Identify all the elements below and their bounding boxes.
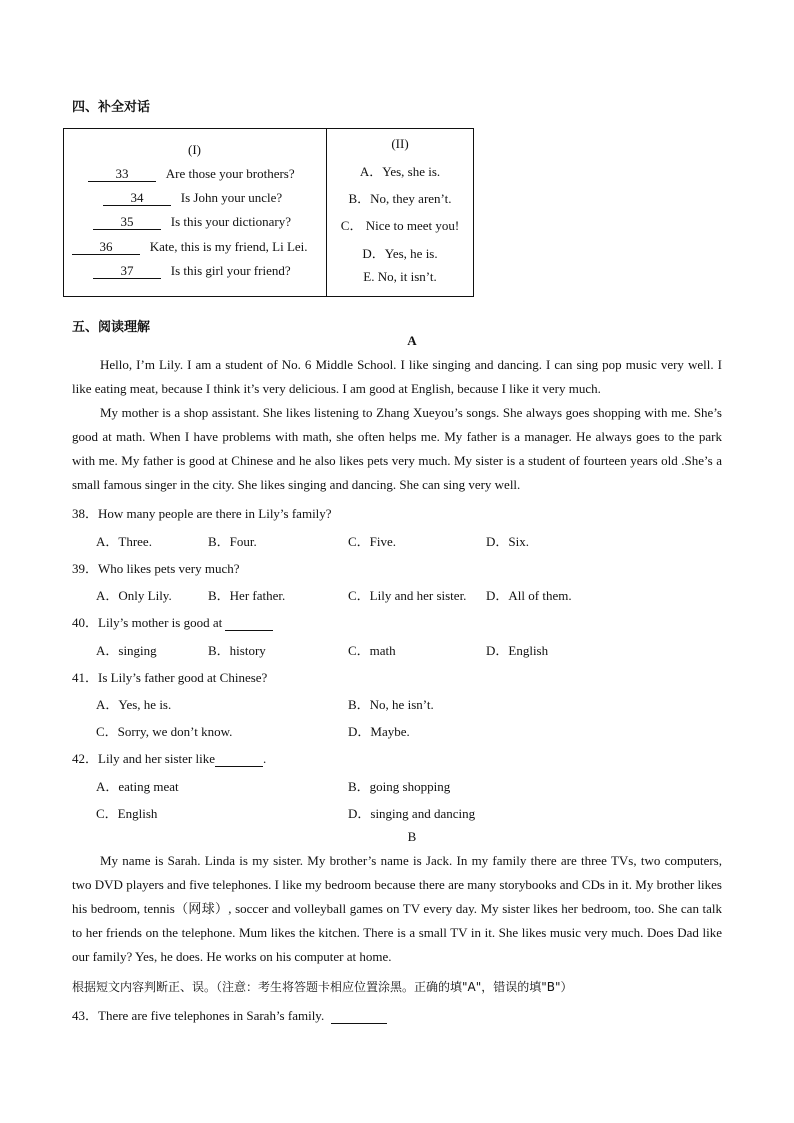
passage-a-label: A — [407, 333, 417, 348]
section-4-title: 四、补全对话 — [72, 100, 151, 115]
section-5-title: 五、阅读理解 — [72, 320, 151, 335]
q38-option-b[interactable]: B．Four. — [208, 534, 257, 549]
dialogue-row — [103, 190, 282, 206]
option-e: E. No, it isn’t. — [363, 269, 437, 284]
question-39: 39．Who likes pets very much? — [72, 561, 240, 576]
answer-blank-33[interactable]: 33 — [88, 167, 156, 182]
q38-option-a[interactable]: A．Three. — [96, 534, 152, 549]
q40-option-b[interactable]: B．history — [208, 643, 266, 658]
q38-option-d[interactable]: D．Six. — [486, 534, 529, 549]
table-col1-header: (I) — [188, 142, 201, 157]
answer-blank-37[interactable]: 37 — [93, 264, 161, 279]
option-a: A．Yes, she is. — [359, 164, 441, 179]
paragraph-text: Hello, I’m Lily. I am a student of No. 6 Middle School. I like singing and dancing. I can sing pop music very well. I like eating meat, because I think it’s very delicious. I am good at English, because I like it very much. — [72, 357, 722, 396]
question-40 — [72, 612, 273, 631]
question-43 — [72, 1005, 387, 1024]
dialogue-line: Is this your dictionary? — [170, 214, 291, 229]
option-b: B．No, they aren’t. — [348, 191, 452, 206]
q42-option-a[interactable]: A．eating meat — [96, 779, 179, 794]
true-false-instruction: 根据短文内容判断正、误。（注意：考生将答题卡相应位置涂黑。正确的填"A"，错误的填"B"） — [72, 980, 573, 994]
dialogue-row — [93, 263, 291, 279]
q41-option-b[interactable]: B．No, he isn’t. — [348, 697, 434, 712]
table-col2-header: (II) — [391, 136, 409, 151]
option-c: C． Nice to meet you! — [340, 218, 460, 233]
q39-option-c[interactable]: C．Lily and her sister. — [348, 588, 467, 603]
q40-option-a[interactable]: A．singing — [96, 643, 157, 658]
q39-option-b[interactable]: B．Her father. — [208, 588, 286, 603]
paragraph-text: My name is Sarah. Linda is my sister. My brother’s name is Jack. In my family there are three TVs, two computers, two DVD players and five telephones. I like my bedroom because there are many storybooks and CDs in it. My brother likes his bedroom, tennis（网球）, soccer and volleyball games on TV every day. My sister likes her bedroom, too. She can talk to her friends on the telephone. Mum likes the kitchen. There is a small TV in it. She likes music very much. Does Dad like our family? Yes, he does. He works on his computer at home. — [72, 853, 722, 964]
q38-option-c[interactable]: C．Five. — [348, 534, 397, 549]
answer-blank-34[interactable]: 34 — [103, 191, 171, 206]
question-42 — [72, 748, 266, 767]
dialogue-line: Is John your uncle? — [180, 190, 283, 205]
question-38: 38．How many people are there in Lily’s family? — [72, 506, 332, 521]
q42-answer-blank[interactable] — [215, 752, 263, 767]
dialogue-row — [72, 239, 308, 255]
q40-option-c[interactable]: C．math — [348, 643, 396, 658]
answer-blank-36[interactable]: 36 — [72, 240, 140, 255]
question-stem: 43．There are five telephones in Sarah’s family. — [72, 1008, 325, 1023]
q40-answer-blank[interactable] — [225, 616, 273, 631]
paragraph-text: My mother is a shop assistant. She likes listening to Zhang Xueyou’s songs. She always goes shopping with me. She’s good at math. When I have problems with math, she often helps me. My father is a manager. He always goes to the park with me. My father is good at Chinese and he also likes pets very much. My sister is a student of fourteen years old .She’s a small famous singer in the city. She likes singing and dancing. She can sing very well. — [72, 405, 722, 492]
q41-option-a[interactable]: A．Yes, he is. — [96, 697, 172, 712]
question-41: 41．Is Lily’s father good at Chinese? — [72, 670, 268, 685]
passage-b-label: B — [407, 829, 417, 844]
q41-option-d[interactable]: D．Maybe. — [348, 724, 410, 739]
option-d: D．Yes, he is. — [362, 246, 438, 261]
passage-a-paragraph-1 — [72, 353, 722, 401]
question-stem: 42．Lily and her sister like — [72, 751, 215, 766]
dialogue-row — [88, 166, 295, 182]
question-tail: . — [262, 751, 267, 766]
question-stem: 40．Lily’s mother is good at — [72, 615, 223, 630]
q39-option-d[interactable]: D．All of them. — [486, 588, 572, 603]
dialogue-line: Is this girl your friend? — [170, 263, 291, 278]
q42-option-d[interactable]: D．singing and dancing — [348, 806, 476, 821]
q41-option-c[interactable]: C．Sorry, we don’t know. — [96, 724, 233, 739]
dialogue-line: Kate, this is my friend, Li Lei. — [149, 239, 308, 254]
q43-answer-blank[interactable] — [331, 1009, 387, 1024]
q42-option-c[interactable]: C．English — [96, 806, 158, 821]
q40-option-d[interactable]: D．English — [486, 643, 549, 658]
answer-blank-35[interactable]: 35 — [93, 215, 161, 230]
passage-b-paragraph-1 — [72, 849, 722, 969]
dialogue-row — [93, 214, 291, 230]
q42-option-b[interactable]: B．going shopping — [348, 779, 451, 794]
passage-a-paragraph-2 — [72, 401, 722, 497]
dialogue-line: Are those your brothers? — [165, 166, 295, 181]
q39-option-a[interactable]: A．Only Lily. — [96, 588, 172, 603]
